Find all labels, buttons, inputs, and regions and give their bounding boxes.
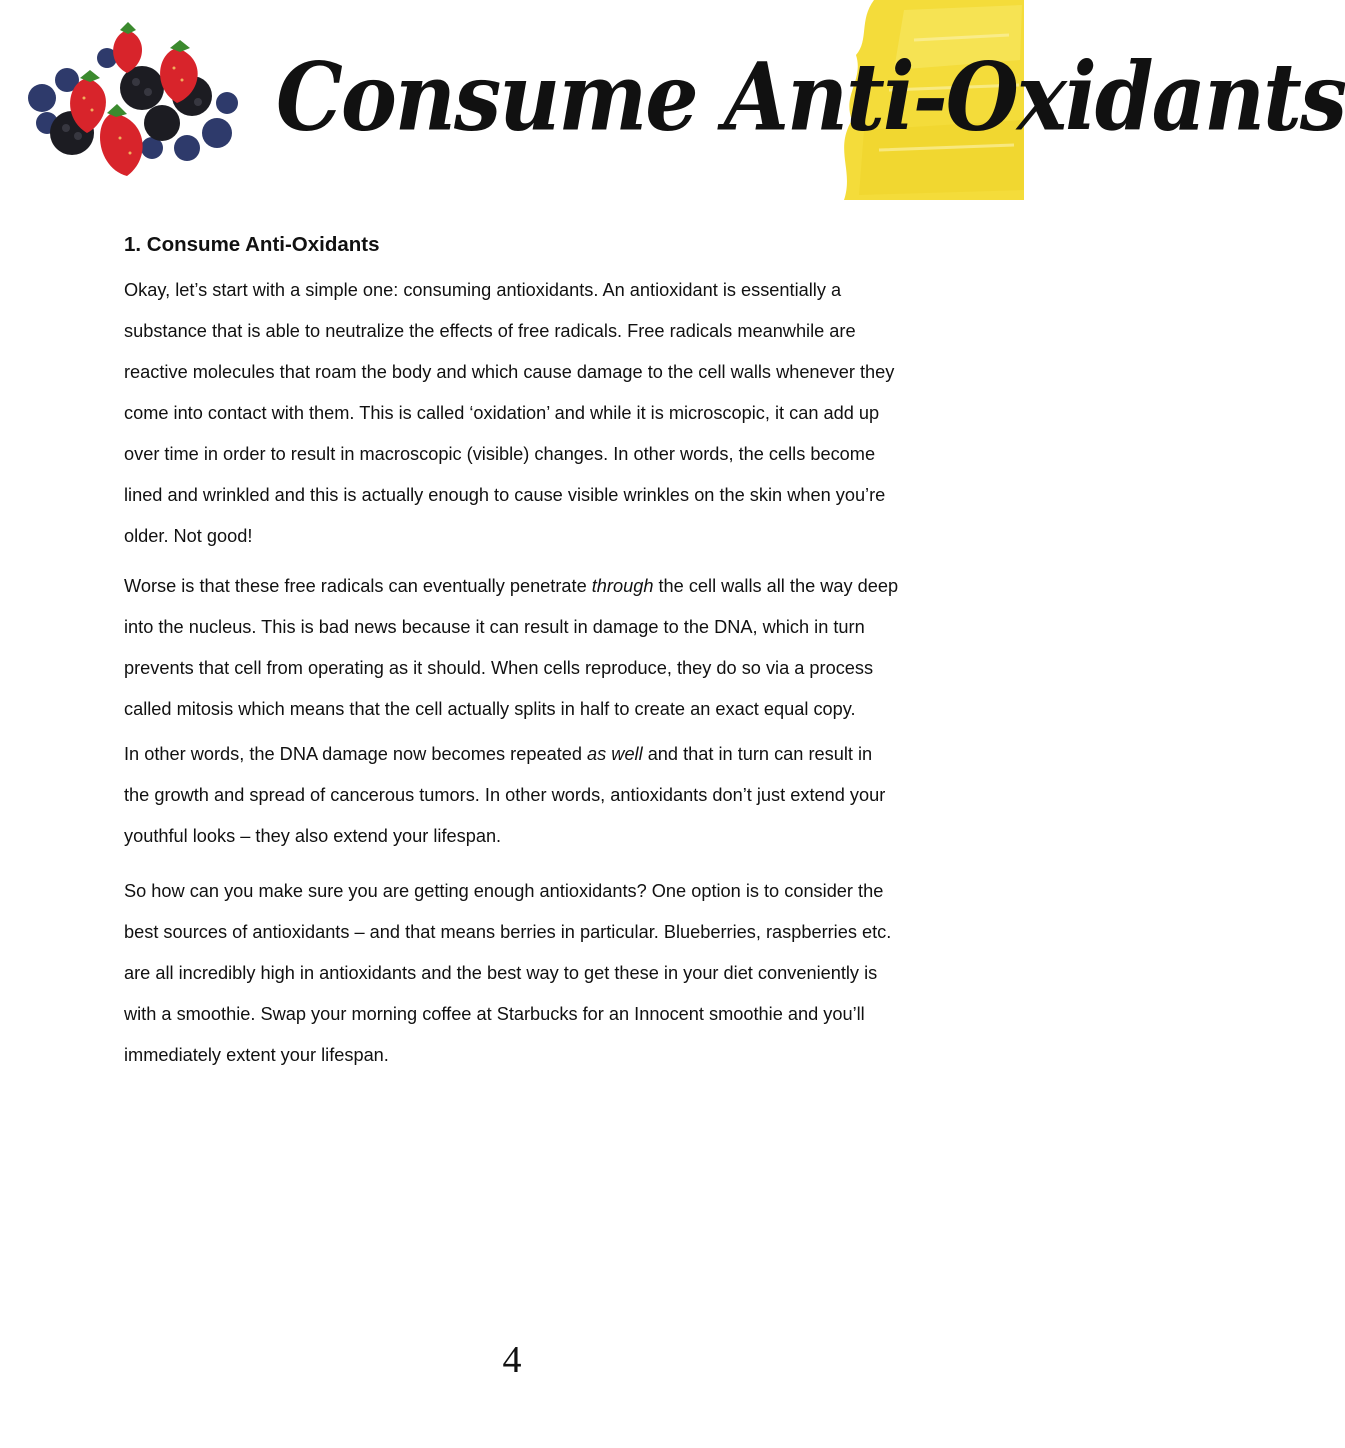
paragraph-2: [124, 566, 899, 730]
page-number: 4: [502, 1339, 522, 1381]
paragraph-3-text-b: and that in turn can result in the growth and spread of cancerous tumors. In other words, antioxidants don’t just extend your youthful looks – they also extend your lifespan.: [124, 744, 886, 846]
paragraph-3: [124, 734, 899, 857]
paragraph-4: So how can you make sure you are getting enough antioxidants? One option is to consider the best sources of antioxidants – and that means berries in particular. Blueberries, raspberries etc. are all incredibly high in antioxidants and the best way to get these in your diet conveniently is with a smoothie. Swap your morning coffee at Starbucks for an Innocent smoothie and you’ll immediately extent your lifespan.: [124, 881, 892, 1065]
berries-icon: [12, 18, 247, 178]
paragraph-2-text-b: the cell walls all the way deep into the nucleus. This is bad news because it can result in damage to the DNA, which in turn prevents that cell from operating as it should. When cells reproduce, they do so via a process called mitosis which means that the cell actually splits in half to create an exact equal copy.: [124, 576, 899, 719]
header-banner: [0, 0, 1345, 205]
paragraph-1: Okay, let’s start with a simple one: consuming antioxidants. An antioxidant is essentially a substance that is able to neutralize the effects of free radicals. Free radicals meanwhile are reactive molecules that roam the body and which cause damage to the cell walls whenever they come into contact with them. This is called ‘oxidation’ and while it is microscopic, it can add up over time in order to result in macroscopic (visible) changes. In other words, the cells become lined and wrinkled and this is actually enough to cause visible wrinkles on the skin when you’re older. Not good!: [124, 280, 895, 546]
paragraph-2-emphasis: through: [591, 576, 654, 596]
article-body: [124, 228, 899, 1076]
paragraph-2-text-a: Worse is that these free radicals can eventually penetrate: [124, 576, 592, 596]
banner-title: Consume Anti-Oxidants: [276, 41, 1345, 152]
section-heading: 1. Consume Anti-Oxidants: [124, 233, 380, 256]
paragraph-3-emphasis: as well: [587, 744, 643, 764]
paragraph-3-text-a: In other words, the DNA damage now becomes repeated: [124, 744, 588, 764]
